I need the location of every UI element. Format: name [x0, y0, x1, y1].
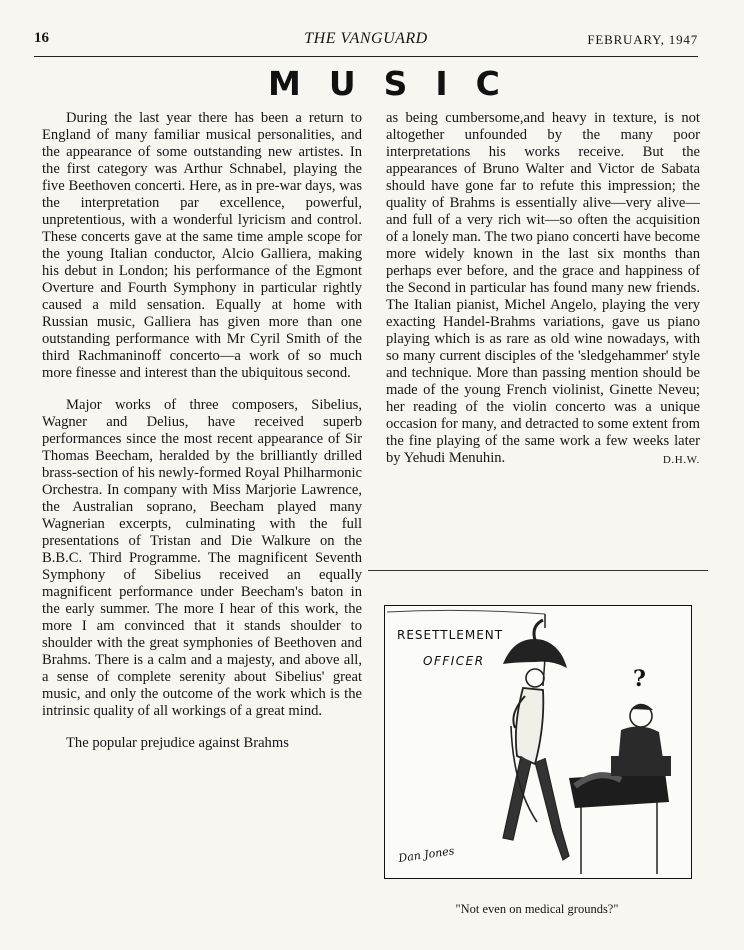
article-right-column [386, 110, 700, 482]
column-divider-rule [368, 570, 708, 571]
sign-text-line1: RESETTLEMENT [397, 628, 504, 642]
article-left-column [42, 110, 362, 767]
paragraph-text: as being cumbersome,and heavy in texture, is not altogether unfounded by the many poor interpretations his works receive. But the appearances of Bruno Walter and Victor de Sabata should have gone far to refute this impression; the quality of Brahms is essentially alive—very alive—and full of a very rich wit—so often the acquisition of a lonely man. The two piano concerti have become more widely known in the last six months than perhaps ever before, and the grace and happiness of the Second in particular has found many new friends. The Italian pianist, Michel Angelo, playing the very exacting Handel-Brahms variations, gave us piano playing which is as rare as old wine nowadays, with so many current disciples of the 'sledgehammer' style and technique. More than passing mention should be made of the young French violinist, Ginette Neveu; her reading of the violin concerto was a unique occasion for many, and detracted to some extent from the fine playing of the same work a few weeks later by Yehudi Menuhin. [386, 110, 700, 466]
author-signature: D.H.W. [662, 454, 700, 466]
issue-date: FEBRUARY, 1947 [587, 32, 698, 47]
publication-title: THE VANGUARD [304, 30, 428, 47]
question-mark: ? [633, 666, 646, 692]
paragraph: During the last year there has been a return to England of many familiar musical personalities, and the appearance of some outstanding new artistes. In the first category was Arthur Schnabel, playing the five Beethoven concerti. Here, as in pre-war days, was the interpretation par excellence, powerful, unpretentious, with a wonderful lyricism and control. These concerts gave at the same time ample scope for the young Italian conductor, Alcio Galliera, making his debut in London; his performance of the Egmont Overture and Fourth Symphony in particular rightly caused a mild sensation. Equally at home with Russian music, Galliera has given more than one outstanding performance with Mr Cyril Smith of the third Rachmaninoff concerto—a work of so much more finesse and interest than the ubiquitous second. [42, 110, 362, 381]
paragraph: Major works of three composers, Sibelius, Wagner and Delius, have received superb performances since the most recent appearance of Sir Thomas Beecham, heralded by the brilliantly drilled brass-section of his newly-formed Royal Philharmonic Orchestra. In company with Miss Marjorie Lawrence, the Australian soprano, Beecham played many Wagnerian excerpts, culminating with the full presentations of Tristan and Die Walkure on the B.B.C. Third Programme. The magnificent Seventh Symphony of Sibelius received an equally magnificent performance under Beecham's baton in the early summer. The more I hear of this work, the more I am convinced that it stands shoulder to shoulder with the great symphonies of Beethoven and Brahms. There is a calm and a majesty, and above all, a sense of complete serenity about Sibelius' great music, and only the outcome of the work which is the intrinsic quality of all workings of a great mind. [42, 397, 362, 719]
page-header [34, 30, 698, 57]
artist-signature: Dan Jones [397, 844, 456, 865]
section-title: MUSIC [268, 64, 528, 103]
cartoon-drawing [385, 606, 691, 878]
paragraph [386, 110, 700, 467]
cartoon-caption: "Not even on medical grounds?" [455, 902, 619, 916]
paragraph: The popular prejudice against Brahms [66, 735, 289, 751]
cartoon-illustration [384, 605, 692, 879]
sign-text-line2: OFFICER [423, 654, 485, 668]
page-number: 16 [34, 30, 49, 46]
